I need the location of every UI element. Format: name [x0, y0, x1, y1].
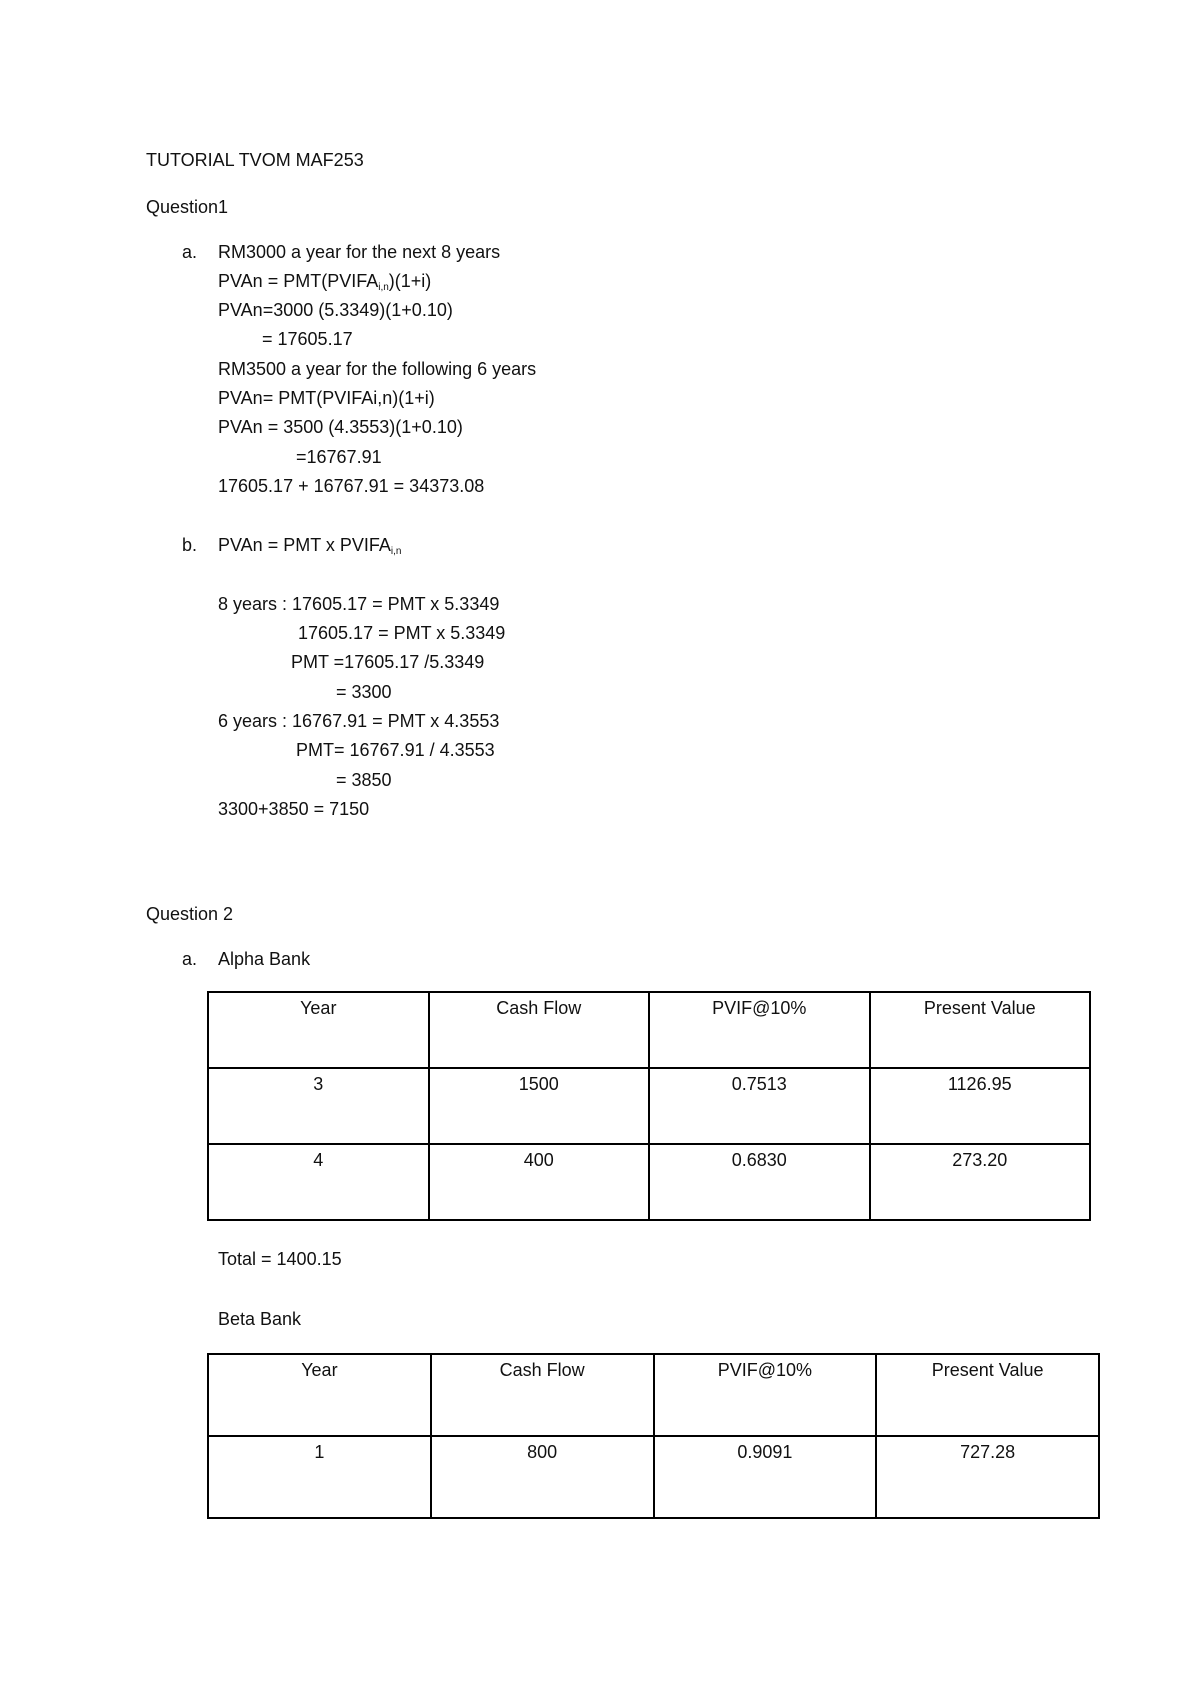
cell-cash-flow: 1500 [429, 1068, 650, 1144]
table-row [208, 1436, 1099, 1518]
q1a-line-2-text: PVAn = PMT(PVIFA [218, 271, 379, 291]
part-a-label: a. [182, 242, 198, 262]
table-header-row [208, 992, 1090, 1068]
cell-year: 4 [208, 1144, 429, 1220]
q1a-line-7: PVAn = 3500 (4.3553)(1+0.10) [218, 417, 463, 437]
cell-pvif: 0.9091 [654, 1436, 877, 1518]
document-title: TUTORIAL TVOM MAF253 [146, 150, 364, 170]
cell-present-value: 727.28 [876, 1436, 1099, 1518]
q1b-line-2: 8 years : 17605.17 = PMT x 5.3349 [218, 594, 500, 614]
q1a-line-2 [218, 270, 431, 292]
cell-pvif: 0.6830 [649, 1144, 870, 1220]
cell-year: 1 [208, 1436, 431, 1518]
q1a-line-2-text-end: )(1+i) [388, 271, 432, 291]
cell-present-value: 273.20 [870, 1144, 1091, 1220]
alpha-bank-total: Total = 1400.15 [218, 1249, 342, 1269]
beta-bank-title: Beta Bank [218, 1309, 302, 1329]
header-present-value: Present Value [870, 992, 1091, 1068]
q2-part-a-label: a. [182, 949, 198, 969]
alpha-bank-title: Alpha Bank [218, 949, 311, 969]
question-1-heading: Question1 [146, 197, 229, 217]
q1b-line-7: PMT= 16767.91 / 4.3553 [296, 740, 495, 760]
q1a-line-6: PVAn= PMT(PVIFAi,n)(1+i) [218, 388, 435, 408]
header-year: Year [208, 1354, 431, 1436]
header-cash-flow: Cash Flow [431, 1354, 654, 1436]
part-b-label: b. [182, 535, 198, 555]
q1b-line-9: 3300+3850 = 7150 [218, 799, 370, 819]
q1a-line-4: = 17605.17 [262, 329, 353, 349]
header-pvif: PVIF@10% [649, 992, 870, 1068]
cell-pvif: 0.7513 [649, 1068, 870, 1144]
header-year: Year [208, 992, 429, 1068]
q1a-line-9: 17605.17 + 16767.91 = 34373.08 [218, 476, 485, 496]
cell-year: 3 [208, 1068, 429, 1144]
q1b-line-1 [218, 534, 401, 556]
beta-bank-table [207, 1353, 1100, 1519]
q1b-line-1-subscript: i,n [390, 546, 402, 557]
q1b-line-6: 6 years : 16767.91 = PMT x 4.3553 [218, 711, 500, 731]
question-2-heading: Question 2 [146, 904, 234, 924]
q1a-line-8: =16767.91 [296, 447, 382, 467]
cell-cash-flow: 400 [429, 1144, 650, 1220]
cell-cash-flow: 800 [431, 1436, 654, 1518]
q1a-line-1: RM3000 a year for the next 8 years [218, 242, 501, 262]
header-present-value: Present Value [876, 1354, 1099, 1436]
header-pvif: PVIF@10% [654, 1354, 877, 1436]
table-header-row [208, 1354, 1099, 1436]
q1a-line-5: RM3500 a year for the following 6 years [218, 359, 537, 379]
q1b-line-8: = 3850 [336, 770, 392, 790]
q1b-line-3: 17605.17 = PMT x 5.3349 [298, 623, 506, 643]
alpha-bank-table [207, 991, 1091, 1221]
cell-present-value: 1126.95 [870, 1068, 1091, 1144]
q1b-line-4: PMT =17605.17 /5.3349 [291, 652, 485, 672]
q1a-line-2-subscript: i,n [378, 282, 389, 293]
q1b-line-5: = 3300 [336, 682, 392, 702]
q1b-line-1-text: PVAn = PMT x PVIFA [218, 535, 391, 555]
table-row [208, 1144, 1090, 1220]
q1a-line-3: PVAn=3000 (5.3349)(1+0.10) [218, 300, 453, 320]
header-cash-flow: Cash Flow [429, 992, 650, 1068]
table-row [208, 1068, 1090, 1144]
